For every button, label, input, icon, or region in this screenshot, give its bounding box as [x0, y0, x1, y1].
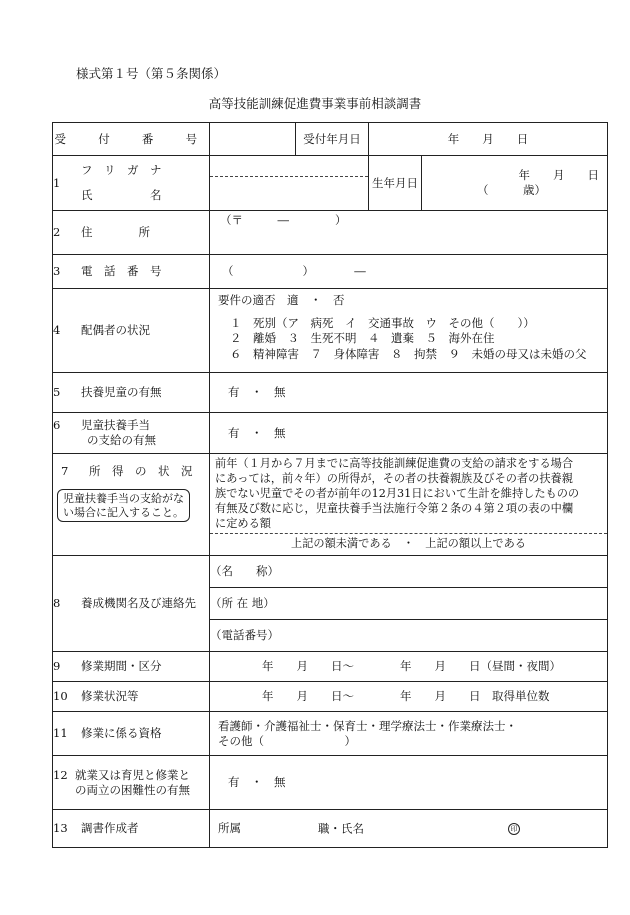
allowance-row — [53, 413, 608, 454]
name-row — [53, 156, 608, 211]
phone-label: 電 話 番 号 — [81, 264, 162, 279]
difficulty-label-cell: 12 就業又は育児と修業と の両立の困難性の有無 — [53, 756, 210, 810]
title-name-label: 職・氏名 — [318, 821, 364, 836]
period-label-cell: 9 修業期間・区分 — [53, 652, 210, 682]
income-label: 所 得 の 状 況 — [89, 464, 193, 478]
form-number: 様式第１号（第５条関係） — [76, 66, 227, 81]
birth-field[interactable]: 年 月 日 （ 歳） — [422, 156, 608, 211]
school-label-cell: 8 養成機関名及び連絡先 — [53, 556, 210, 652]
qualification-field[interactable]: 看護師・介護福祉士・保育士・理学療法士・作業療法士・ その他（ ） — [210, 712, 608, 756]
name-label-cell — [53, 156, 210, 211]
difficulty-row — [53, 756, 608, 810]
document-title: 高等技能訓練促進費事業事前相談調書 — [208, 96, 422, 111]
allowance-label-cell: 6 児童扶養手当 の支給の有無 — [53, 413, 210, 454]
progress-field[interactable]: 年 月 日～ 年 月 日 取得単位数 — [210, 682, 608, 712]
spouse-label: 配偶者の状況 — [81, 323, 150, 338]
phone-label-cell: 3 電 話 番 号 — [53, 255, 210, 289]
qualification-row — [53, 712, 608, 756]
consultation-form-table — [52, 122, 608, 848]
children-choice[interactable]: 有 ・ 無 — [210, 373, 608, 413]
children-row — [53, 373, 608, 413]
income-choice[interactable]: 上記の額未満である ・ 上記の額以上である — [291, 537, 526, 551]
allowance-label-line2: の支給の有無 — [87, 433, 156, 447]
phone-field[interactable]: （ ） ― — [210, 255, 608, 289]
difficulty-label-line2: の両立の困難性の有無 — [75, 782, 190, 797]
row-number: 1 — [53, 175, 61, 190]
school-row-name — [53, 556, 608, 588]
reception-number-label: 受 付 番 号 — [53, 123, 210, 156]
progress-label-cell: 10 修業状況等 — [53, 682, 210, 712]
progress-label: 修業状況等 — [81, 689, 139, 704]
spouse-eligibility[interactable]: 要件の適否 適 ・ 否 — [218, 293, 345, 307]
income-note: 児童扶養手当の支給がな い場合に記入すること。 — [57, 489, 190, 523]
income-row — [53, 454, 608, 556]
allowance-choice[interactable]: 有 ・ 無 — [210, 413, 608, 454]
address-label: 住 所 — [81, 225, 150, 240]
period-label: 修業期間・区分 — [81, 659, 162, 674]
qualification-label: 修業に係る資格 — [81, 726, 162, 741]
preparer-field[interactable] — [210, 810, 608, 848]
preparer-label: 調書作成者 — [81, 821, 139, 836]
preparer-row — [53, 810, 608, 848]
address-label-cell: 2 住 所 — [53, 211, 210, 255]
affiliation-label: 所属 — [218, 821, 241, 836]
progress-row — [53, 682, 608, 712]
period-field[interactable]: 年 月 日～ 年 月 日（昼間・夜間） — [210, 652, 608, 682]
spouse-reason-line2: ２ 離婚 ３ 生死不明 ４ 遺棄 ５ 海外在住 — [230, 331, 495, 346]
children-label: 扶養児童の有無 — [81, 385, 162, 400]
seal-icon: 印 — [508, 823, 520, 835]
phone-row — [53, 255, 608, 289]
name-field[interactable] — [210, 177, 368, 210]
income-content — [210, 454, 608, 556]
period-row — [53, 652, 608, 682]
spouse-content — [210, 289, 608, 373]
income-description: 前年（１月から７月までに高等技能訓練促進費の支給の請求をする場合 にあっては，前々年）の所得が，その者の扶養親族及びその者の扶養親 族でない児童でその者が前年の12月31日において生計を維持したものの 有無及び数に応じ，児童扶養手当法施行令第２条の４第２項の表の中欄 に定める額 — [210, 454, 607, 534]
difficulty-choice[interactable]: 有 ・ 無 — [210, 756, 608, 810]
birth-label: 生年月日 — [369, 156, 422, 211]
school-label: 養成機関名及び連絡先 — [81, 596, 196, 611]
spouse-row — [53, 289, 608, 373]
furigana-label: フ リ ガ ナ — [81, 163, 162, 178]
reception-row — [53, 123, 608, 156]
address-row — [53, 211, 608, 255]
name-label: 氏 名 — [81, 188, 162, 202]
preparer-label-cell: 13 調書作成者 — [53, 810, 210, 848]
reception-number-field[interactable] — [210, 123, 296, 156]
furigana-field[interactable] — [210, 156, 368, 177]
spouse-reason-line3: ６ 精神障害 ７ 身体障害 ８ 拘禁 ９ 未婚の母又は未婚の父 — [230, 346, 587, 361]
qualification-label-cell: 11 修業に係る資格 — [53, 712, 210, 756]
difficulty-label-line1: 就業又は育児と修業と — [75, 767, 190, 782]
spouse-reason-line1: １ 死別（ア 病死 イ 交通事故 ウ その他（ ）） — [230, 315, 535, 330]
children-label-cell: 5 扶養児童の有無 — [53, 373, 210, 413]
school-location-field[interactable]: （所 在 地） — [210, 588, 608, 620]
reception-date-label: 受付年月日 — [296, 123, 369, 156]
school-name-field[interactable]: （名 称） — [210, 556, 608, 588]
income-label-cell: 7 所 得 の 状 況 児童扶養手当の支給がな い場合に記入すること。 — [53, 454, 210, 556]
name-fields — [210, 156, 369, 211]
spouse-label-cell: 4 配偶者の状況 — [53, 289, 210, 373]
school-phone-field[interactable]: （電話番号） — [210, 620, 608, 652]
reception-date-field[interactable]: 年 月 日 — [369, 123, 608, 156]
address-field[interactable]: （〒 ― ） — [210, 211, 608, 255]
allowance-label-line1: 児童扶養手当 — [81, 418, 150, 433]
